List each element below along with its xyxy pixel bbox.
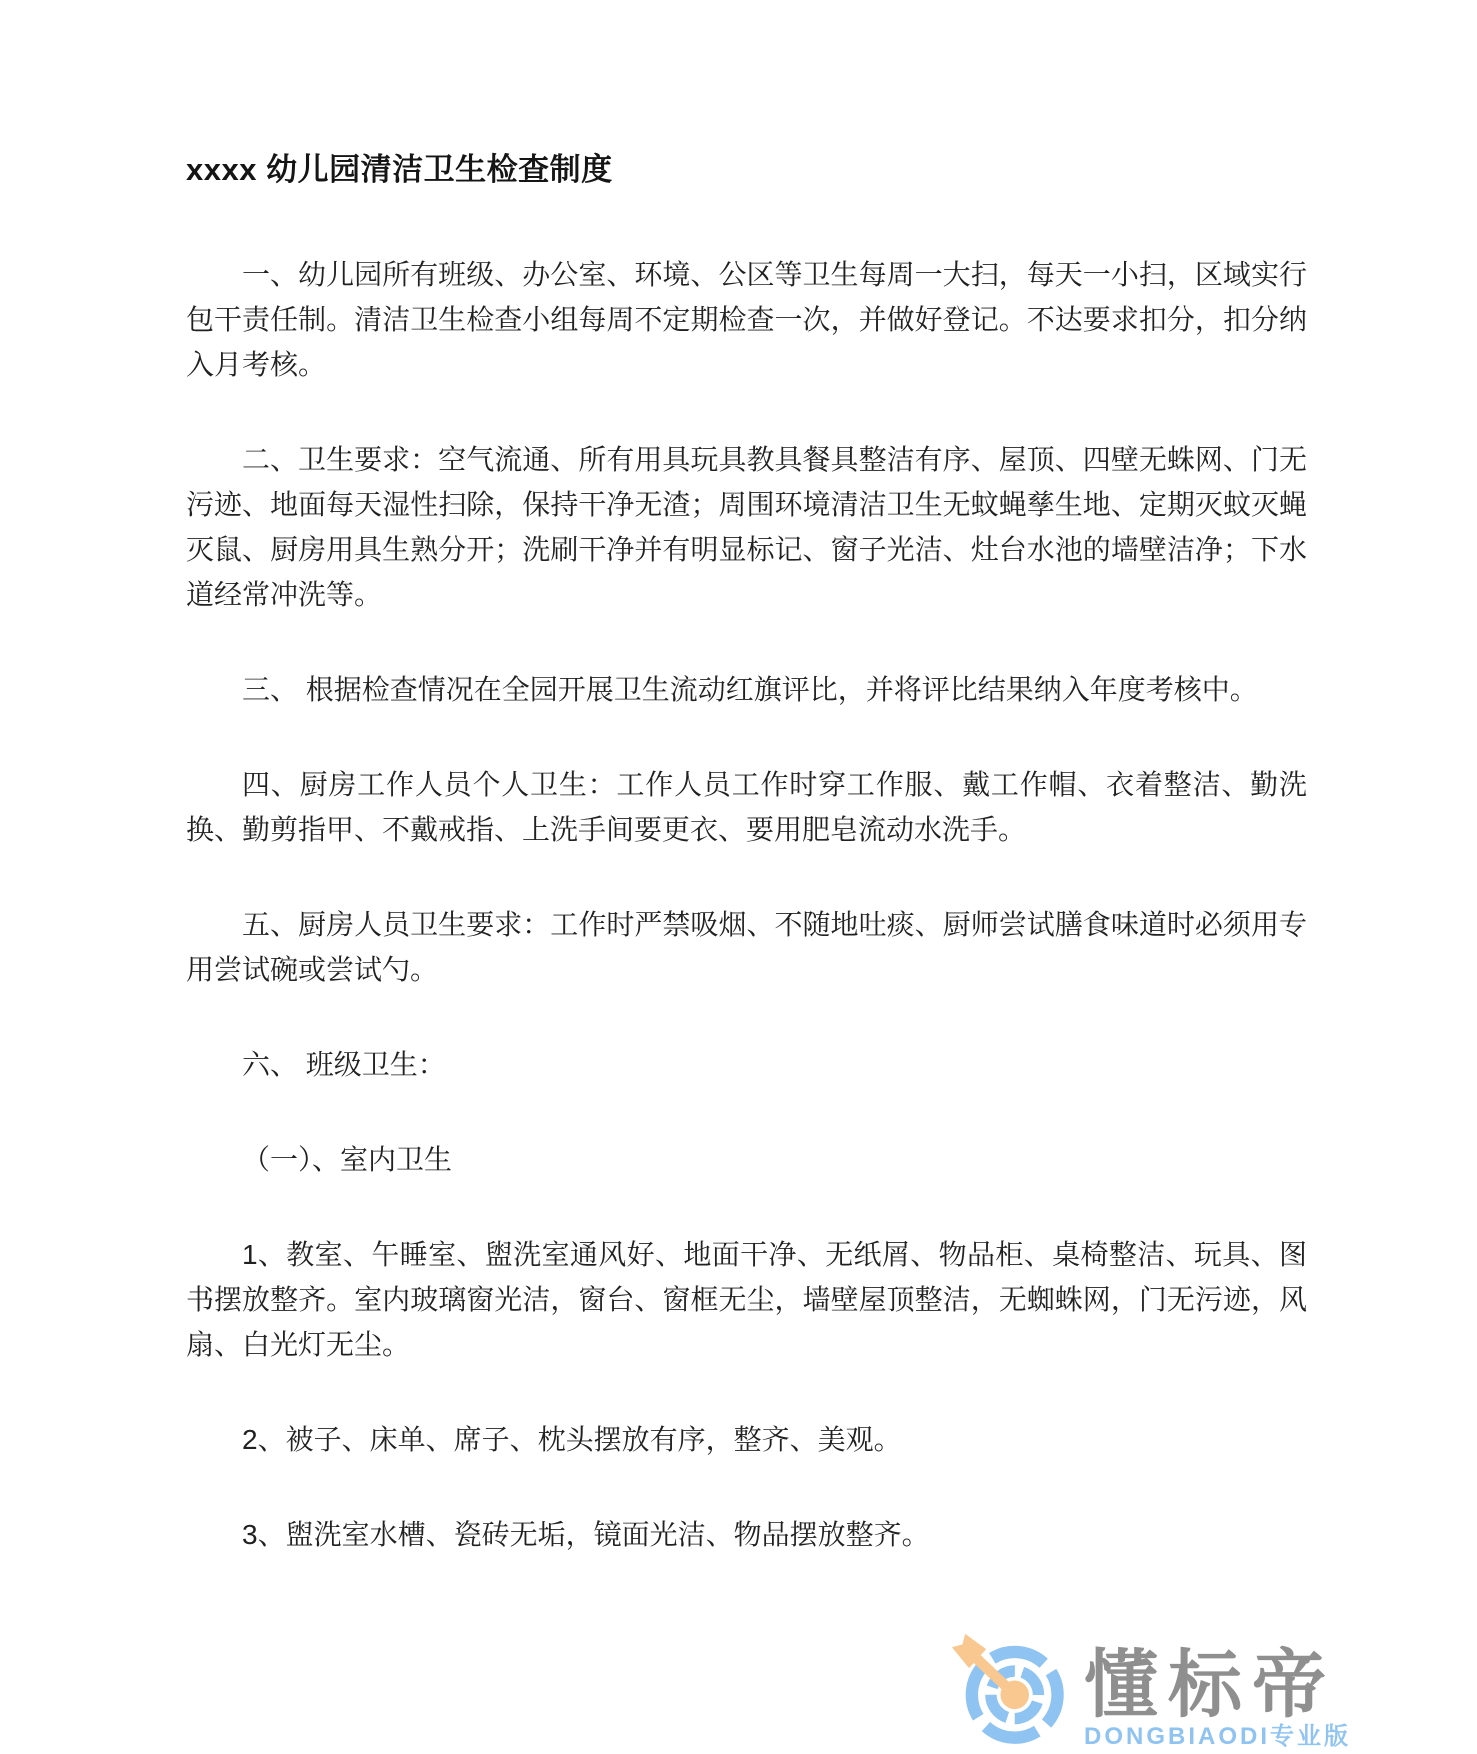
paragraph: 2、被子、床单、席子、枕头摆放有序，整齐、美观。 [242,1424,902,1455]
document-title: xxxx 幼儿园清洁卫生检查制度 [186,152,613,187]
paragraph: 六、 班级卫生： [242,1049,446,1080]
paragraph: 二、卫生要求：空气流通、所有用具玩具教具餐具整洁有序、屋顶、四壁无蛛网、门无污迹、地面每天湿性扫除，保持干净无渣；周围环境清洁卫生无蚊蝇孳生地、定期灭蚊灭蝇灭鼠、厨房用具生熟分开；洗刷干净并有明显标记、窗子光洁、灶台水池的墙壁洁净；下水道经常冲洗等。 [186,444,1307,610]
paragraph: 四、厨房工作人员个人卫生：工作人员工作时穿工作服、戴工作帽、衣着整洁、勤洗换、勤剪指甲、不戴戒指、上洗手间要更衣、要用肥皂流动水洗手。 [186,769,1307,845]
paragraph: 五、厨房人员卫生要求：工作时严禁吸烟、不随地吐痰、厨师尝试膳食味道时必须用专用尝试碗或尝试勺。 [186,909,1307,985]
paragraph: 一、幼儿园所有班级、办公室、环境、公区等卫生每周一大扫，每天一小扫，区域实行包干责任制。清洁卫生检查小组每周不定期检查一次，并做好登记。不达要求扣分，扣分纳入月考核。 [186,259,1307,380]
target-dart-icon [950,1632,1068,1750]
paragraph: 3、盥洗室水槽、瓷砖无垢，镜面光洁、物品摆放整齐。 [242,1519,930,1550]
watermark [950,1632,1351,1750]
paragraph: （一）、室内卫生 [242,1144,453,1175]
watermark-latin: DONGBIAODI [1084,1723,1270,1750]
watermark-brand: 懂标帝 [1084,1643,1336,1726]
watermark-subtitle [1084,1724,1351,1750]
document-body [186,252,1307,1557]
watermark-edition: 专业版 [1270,1723,1351,1750]
paragraph: 三、 根据检查情况在全园开展卫生流动红旗评比，并将评比结果纳入年度考核中。 [242,674,1258,705]
paragraph: 1、教室、午睡室、盥洗室通风好、地面干净、无纸屑、物品柜、桌椅整洁、玩具、图书摆放整齐。室内玻璃窗光洁，窗台、窗框无尘，墙壁屋顶整洁，无蜘蛛网，门无污迹，风扇、白光灯无尘。 [186,1239,1307,1360]
watermark-text [1084,1643,1351,1750]
